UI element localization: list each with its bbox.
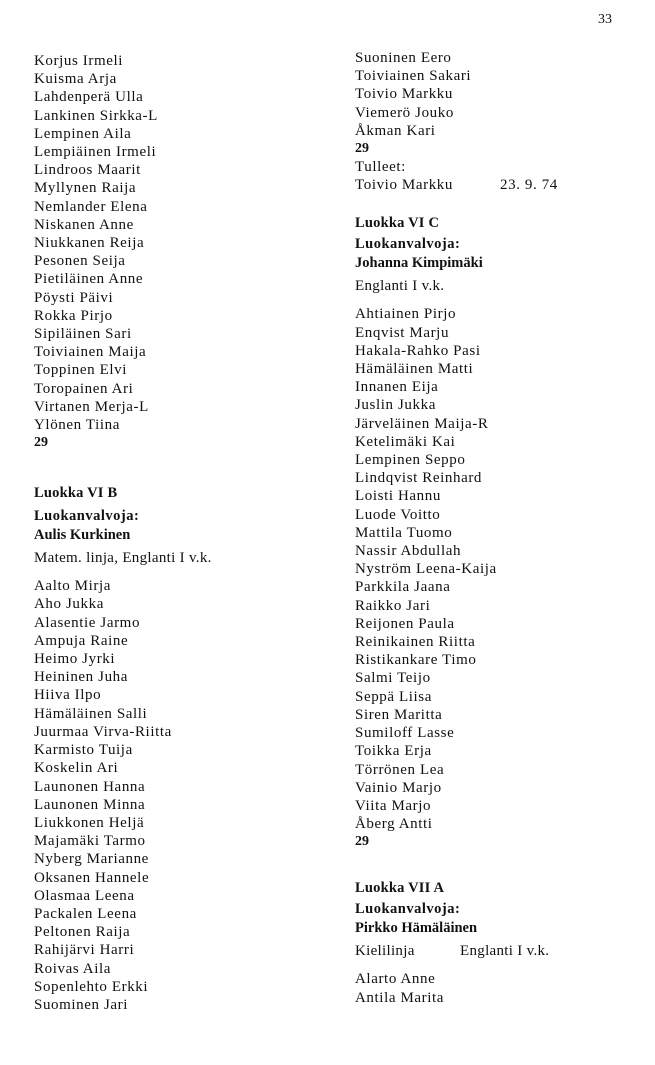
student-name: Reinikainen Riitta [355,634,476,651]
student-name: Lindroos Maarit [34,162,141,179]
student-name: Kuisma Arja [34,71,117,88]
student-name: Hiiva Ilpo [34,687,102,704]
student-name: Korjus Irmeli [34,53,124,69]
student-name: Pietiläinen Anne [34,271,144,288]
student-name: Nemlander Elena [34,198,148,215]
class-line-viia: Kielilinja [355,943,415,960]
student-name: Majamäki Tarmo [34,833,146,850]
student-list-continued [355,49,655,140]
student-name: Launonen Hanna [34,778,146,795]
student-name: Salmi Teijo [355,670,431,687]
student-name: Pesonen Seija [34,253,126,270]
student-name: Ahtiainen Pirjo [355,306,457,323]
class-info-vic: Englanti I v.k. [355,278,445,295]
student-name: Åkman Kari [355,122,436,139]
student-name: Hämäläinen Salli [34,705,148,722]
student-list-continued [34,52,334,434]
student-name: Pöysti Päivi [34,289,114,306]
teacher-label-vib: Luokanvalvoja: [34,508,140,525]
student-name: Suoninen Eero [355,50,452,66]
class-heading-vic: Luokka VI C [355,215,440,232]
student-name: Toropainen Ari [34,380,134,397]
student-name: Lahdenperä Ulla [34,89,144,106]
student-name: Oksanen Hannele [34,869,150,886]
teacher-name-vib: Aulis Kurkinen [34,527,131,544]
student-name: Olasmaa Leena [34,887,135,904]
arrived-date: 23. 9. 74 [500,177,558,194]
class-heading-vib: Luokka VI B [34,485,118,502]
student-name: Mattila Tuomo [355,524,453,541]
student-name: Ampuja Raine [34,632,129,649]
student-name: Toikka Erja [355,743,432,760]
student-name: Seppä Liisa [355,688,433,705]
student-name: Lempinen Seppo [355,452,466,469]
student-name: Hämäläinen Matti [355,361,474,378]
student-list-vib [34,577,334,1014]
student-name: Suominen Jari [34,996,129,1013]
student-name: Koskelin Ari [34,760,119,777]
student-name: Toivio Markku [355,86,453,103]
student-name: Sopenlehto Erkki [34,978,149,995]
student-name: Reijonen Paula [355,615,455,632]
page-number: 33 [598,12,612,27]
student-name: Alasentie Jarmo [34,614,141,631]
class-heading-viia: Luokka VII A [355,880,445,897]
student-name: Karmisto Tuija [34,742,133,759]
student-name: Sumiloff Lasse [355,725,455,742]
student-name: Raikko Jari [355,597,431,614]
student-name: Sipiläinen Sari [34,326,132,343]
student-name: Niukkanen Reija [34,235,145,252]
student-name: Siren Maritta [355,706,443,723]
student-name: Hakala-Rahko Pasi [355,342,481,359]
class-count: 29 [34,435,48,451]
student-name: Enqvist Marju [355,324,450,341]
student-name: Järveläinen Maija-R [355,415,489,432]
right-column [355,49,655,1007]
arrived-entry [355,176,655,194]
student-name: Lindqvist Reinhard [355,470,483,487]
student-name: Lempiäinen Irmeli [34,144,157,161]
student-name: Juurmaa Virva-Riitta [34,723,172,740]
student-name: Vainio Marjo [355,779,442,796]
student-name: Nyström Leena-Kaija [355,561,497,578]
student-name: Aalto Mirja [34,578,112,595]
student-name: Ketelimäki Kai [355,433,456,450]
student-name: Loisti Hannu [355,488,441,505]
student-name: Launonen Minna [34,796,146,813]
student-name: Toppinen Elvi [34,362,127,379]
teacher-name-vic: Johanna Kimpimäki [355,255,483,272]
teacher-label-vic: Luokanvalvoja: [355,236,461,253]
student-name: Myllynen Raija [34,180,137,197]
student-name: Toiviainen Sakari [355,68,472,85]
student-name: Niskanen Anne [34,216,134,233]
student-name: Åberg Antti [355,816,433,833]
student-name: Viemerö Jouko [355,104,454,121]
student-name: Luode Voitto [355,506,441,523]
left-column [34,52,334,1014]
student-name: Aho Jukka [34,596,104,613]
student-name: Antila Marita [355,989,445,1006]
class-count: 29 [355,141,369,157]
class-count-vic: 29 [355,834,369,850]
student-name: Peltonen Raija [34,924,131,941]
student-name: Virtanen Merja-L [34,398,149,415]
arrived-name: Toivio Markku [355,177,453,194]
student-name: Nyberg Marianne [34,851,149,868]
student-name: Packalen Leena [34,905,137,922]
student-name: Parkkila Jaana [355,579,451,596]
class-language-viia: Englanti I v.k. [460,943,550,960]
student-name: Ristikankare Timo [355,652,477,669]
student-name: Innanen Eija [355,379,439,396]
student-name: Juslin Jukka [355,397,436,414]
student-name: Alarto Anne [355,971,436,988]
teacher-label-viia: Luokanvalvoja: [355,901,461,918]
student-name: Toiviainen Maija [34,344,147,361]
teacher-name-viia: Pirkko Hämäläinen [355,920,478,937]
student-list-viia [355,970,655,1006]
student-name: Nassir Abdullah [355,543,462,560]
student-name: Roivas Aila [34,960,112,977]
student-name: Lankinen Sirkka-L [34,107,158,124]
student-name: Rahijärvi Harri [34,942,135,959]
class-info-vib: Matem. linja, Englanti I v.k. [34,550,212,567]
student-name: Lempinen Aila [34,125,132,142]
student-name: Törrönen Lea [355,761,445,778]
student-name: Rokka Pirjo [34,307,113,324]
student-name: Heimo Jyrki [34,651,116,668]
student-name: Ylönen Tiina [34,417,120,434]
student-name: Liukkonen Heljä [34,814,145,831]
arrived-label: Tulleet: [355,159,406,176]
student-list-vic [355,305,655,833]
student-name: Viita Marjo [355,797,432,814]
class-info-viia [355,941,655,961]
student-name: Heininen Juha [34,669,129,686]
